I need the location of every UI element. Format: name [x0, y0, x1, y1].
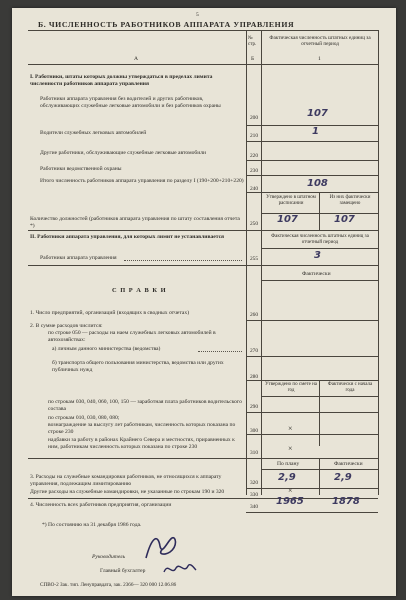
- item2a-i-no: 270: [249, 348, 259, 354]
- item3b-no: 330: [249, 492, 259, 498]
- head-label: Руководитель: [92, 554, 126, 560]
- head-signature: [142, 532, 182, 562]
- row-230-label: Работники ведомственной охраны: [40, 166, 122, 172]
- item4-fact: 1878: [332, 496, 360, 507]
- plan-header: По плану: [277, 461, 300, 467]
- item2a-ii-no: 280: [249, 374, 259, 380]
- row-255-value: 3: [314, 250, 321, 261]
- item1-no: 260: [249, 312, 259, 318]
- item3-fact: 2,9: [334, 472, 352, 483]
- item3-label: 3. Расходы на служебные командировки работников, не относящихся к аппарату управления, подлежащим лимитированию: [30, 474, 222, 487]
- fact-header-2: Фактически: [334, 461, 363, 467]
- row-255-no: 255: [249, 256, 259, 262]
- row-200-no: 200: [249, 115, 259, 121]
- print-info: СПВО-2 Зак. тип. Ленуправдата, зак. 2366— 320 000 12.06.86: [40, 582, 177, 588]
- form-title: Б. ЧИСЛЕННОСТЬ РАБОТНИКОВ АППАРАТА УПРАВЛЕНИЯ: [38, 20, 295, 29]
- row-255-label: Работники аппарата управления: [40, 255, 117, 261]
- row-210-value: 1: [312, 126, 319, 137]
- cross-330: ×: [288, 486, 293, 495]
- item2c-no: 300: [249, 428, 259, 434]
- footnote: *) По состоянию на 31 декабря 1986 года.: [42, 522, 142, 528]
- item4-plan: 1965: [276, 496, 304, 507]
- row-250-value-approved: 107: [277, 214, 298, 225]
- report-sheet: [12, 8, 396, 596]
- item2a-ii: б) транспорта общего пользования министерства, ведомства или других публичных нужд: [52, 360, 224, 373]
- row-210-no: 210: [249, 133, 259, 139]
- cross-310: ×: [288, 444, 293, 453]
- item2e-no: 310: [249, 450, 259, 456]
- row-200-label: Работники аппарата управления без водителей и других работников, обслуживающих служебные легковые автомобили и без работников охраны: [40, 96, 221, 109]
- page-number: 5: [196, 12, 199, 18]
- col-1: 1: [318, 56, 321, 62]
- item2c: по строкам 010, 030, 080, 080;: [48, 415, 120, 421]
- col-a: А: [134, 56, 139, 62]
- cross-300: ×: [288, 424, 293, 433]
- item2e: надбавки за работу в районах Крайнего Севера и местностях, приравненных к ним, работникам численность которых показана по строке 230: [48, 437, 235, 450]
- row-240-value: 108: [307, 178, 328, 189]
- item3-plan: 2,9: [278, 472, 296, 483]
- item4-no: 340: [249, 504, 259, 510]
- row-200-value: 107: [307, 108, 328, 119]
- item2b-no: 290: [249, 404, 259, 410]
- sub-header-filled: Из них фактически замещено: [329, 195, 371, 206]
- sub-header-fact: Фактически с начала года: [327, 382, 373, 393]
- item2a-i: а) личным данного министерства (ведомства): [52, 346, 161, 352]
- section2-col-header: Фактическая численность штатных единиц за отчетный период: [271, 234, 369, 245]
- item2-label: 2. В сумме расходов числится:: [30, 323, 103, 329]
- col-value-header: Фактическая численность штатных единиц за отчетный период: [269, 35, 371, 48]
- sub-header-approved: Утверждено в штатном расписании: [266, 195, 316, 206]
- section1-heading: I. Работники, штаты которых должны утверждаться в пределах лимита численности работников аппарата управления: [30, 74, 213, 87]
- item1-label: 1. Число предприятий, организаций (входящих в сводных отчетах): [30, 310, 190, 316]
- fact-header: Фактически: [302, 271, 331, 277]
- accountant-signature: [162, 560, 198, 578]
- row-250-no: 250: [249, 221, 259, 227]
- item2a: по строке 050 — расходы на наем служебных легковых автомобилей в автохозяйствах:: [48, 330, 216, 343]
- accountant-label: Главный бухгалтер: [100, 568, 146, 574]
- row-250-value-filled: 107: [334, 214, 355, 225]
- row-240-no: 240: [249, 186, 259, 192]
- row-220-no: 220: [249, 153, 259, 159]
- col-no-header: № стр.: [248, 36, 257, 47]
- sub-header-plan: Утверждено по смете на год: [265, 382, 317, 393]
- row-250-label: Количество должностей (работников аппарата управления по штату составления отчета *): [30, 216, 240, 229]
- row-220-label: Другие работники, обслуживающие служебные легковые автомобили: [40, 150, 207, 156]
- item3-no: 320: [249, 480, 259, 486]
- section2-heading: II. Работники аппарата управления, для которых лимит не устанавливается: [30, 234, 225, 240]
- spravki-heading: С П Р А В К И: [112, 287, 167, 294]
- row-230-no: 230: [249, 168, 259, 174]
- col-b: Б: [251, 56, 255, 62]
- item4-label: 4. Численность всех работников предприятия, организации: [30, 502, 172, 508]
- item2b: по строкам 030, 040, 060, 100, 150 — заработная плата работников водительского состава: [48, 399, 242, 412]
- item3b-label: Другие расходы на служебные командировки, не указанные по строкам 190 и 320: [30, 489, 225, 495]
- row-210-label: Водители служебных легковых автомобилей: [40, 130, 147, 136]
- item2d: вознаграждение за выслугу лет работникам, численность которых показана по строке 230: [48, 422, 236, 435]
- row-240-label: Итого численность работников аппарата управления по разделу I (190+200+210+220): [40, 178, 244, 184]
